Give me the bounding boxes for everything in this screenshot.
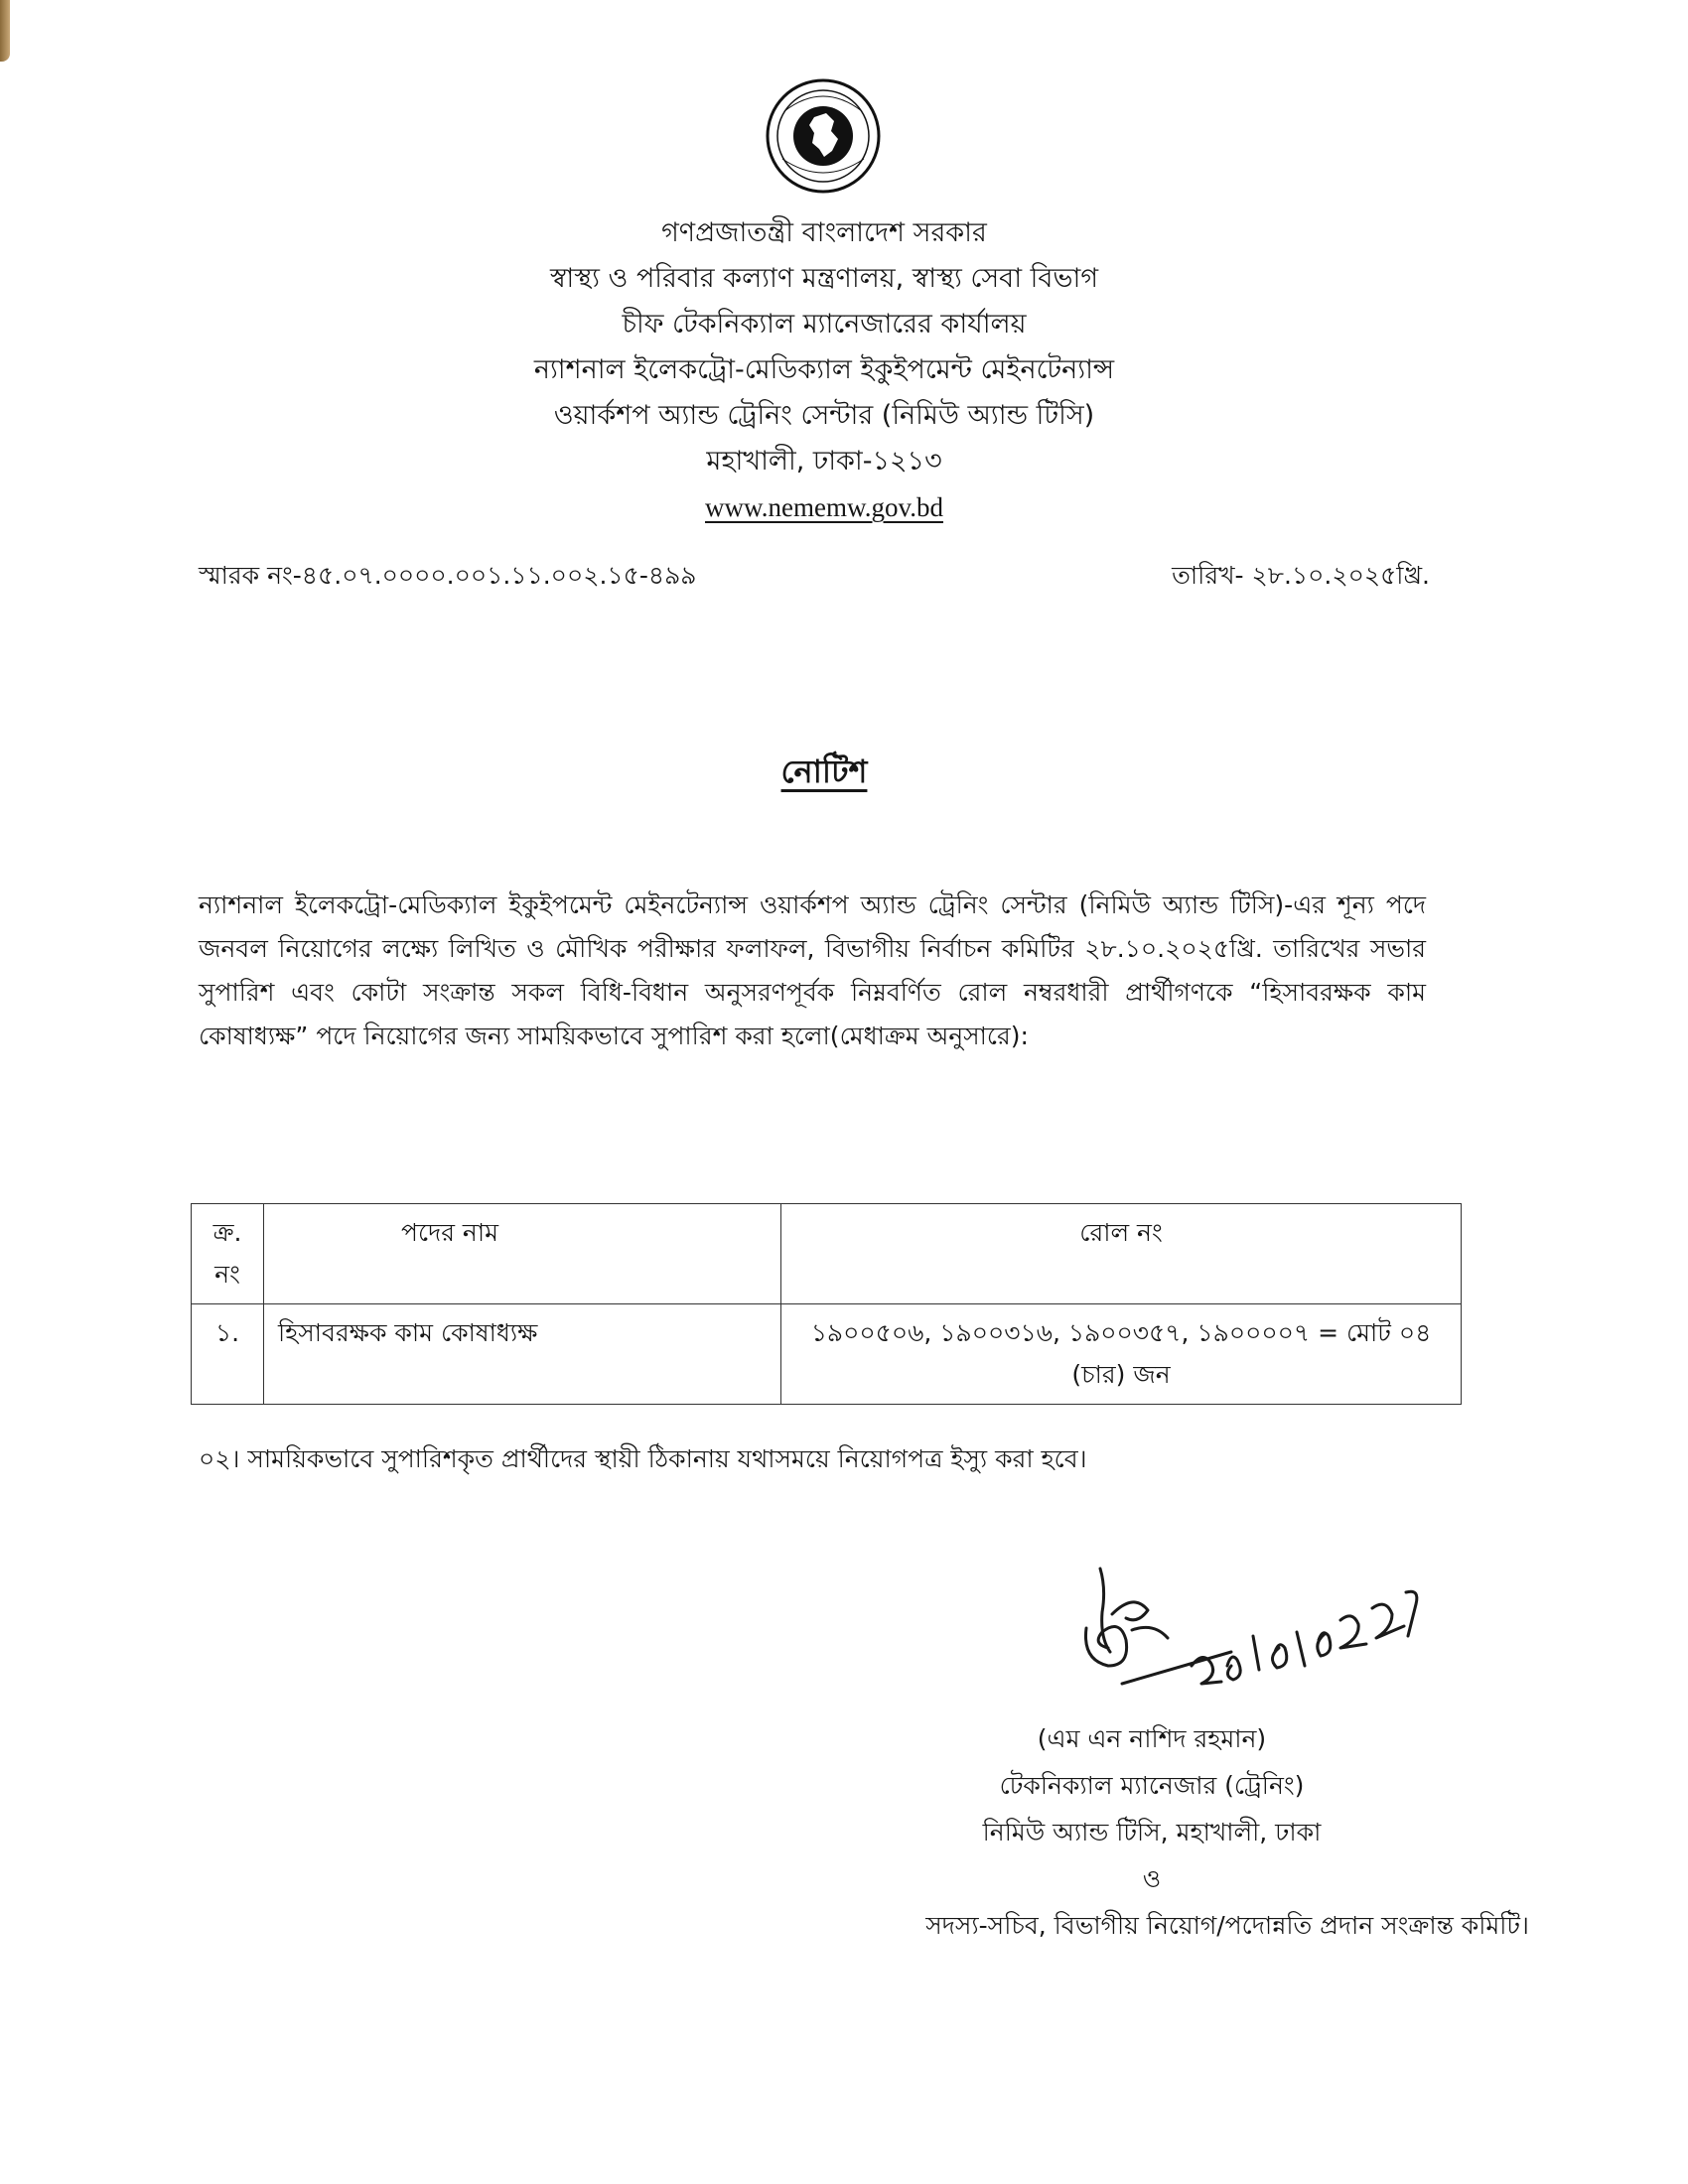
signatory-name: (এম এন নাশিদ রহমান) [1037, 1724, 1267, 1753]
organization-name-line2: ওয়ার্কশপ অ্যান্ড ট্রেনিং সেন্টার (নিমিউ অ্যান্ড টিসি) [553, 400, 1095, 431]
website-link[interactable]: www.nememw.gov.bd [705, 492, 943, 522]
notice-body: ন্যাশনাল ইলেকট্রো-মেডিক্যাল ইকুইপমেন্ট মেইনটেন্যান্স ওয়ার্কশপ অ্যান্ড ট্রেনিং সেন্টার (নিমিউ অ্যান্ড টিসি)-এর শূন্য পদে জনবল নিয়োগের লক্ষ্যে লিখিত ও মৌখিক পরীক্ষার ফলাফল, বিভাগীয় নির্বাচন কমিটির ২৮.১০.২০২৫খ্রি. তারিখের সভার সুপারিশ এবং কোটা সংক্রান্ত সকল বিধি-বিধান অনুসরণপূর্বক নিম্নবর্ণিত রোল নম্বরধারী প্রার্থীগণকে “হিসাবরক্ষক কাম কোষাধ্যক্ষ” পদে নিয়োগের জন্য সাময়িকভাবে সুপারিশ করা হলো(মেধাক্রম অনুসারে): [199, 890, 1426, 1050]
office-name: চীফ টেকনিক্যাল ম্যানেজারের কার্যালয় [622, 309, 1027, 340]
signatory-block [774, 1715, 1529, 1949]
government-seal-logo [765, 77, 882, 195]
memo-number: স্মারক নং-৪৫.০৭.০০০০.০০১.১১.০০২.১৫-৪৯৯ [199, 561, 697, 590]
ministry-name: স্বাস্থ্য ও পরিবার কল্যাণ মন্ত্রণালয়, স্বাস্থ্য সেবা বিভাগ [549, 263, 1099, 294]
paragraph-two: ০২। সাময়িকভাবে সুপারিশকৃত প্রার্থীদের স্থায়ী ঠিকানায় যথাসময়ে নিয়োগপত্র ইস্যু করা হবে। [199, 1444, 1087, 1473]
signatory-office: নিমিউ অ্যান্ড টিসি, মহাখালী, ঢাকা [982, 1818, 1322, 1846]
signatory-designation: টেকনিক্যাল ম্যানেজার (ট্রেনিং) [999, 1771, 1305, 1800]
handwritten-signature [1072, 1549, 1430, 1707]
signatory-conjunction: ও [1142, 1864, 1162, 1893]
memo-date: তারিখ- ২৮.১০.২০২৫খ্রি. [1172, 561, 1430, 590]
signatory-committee-role: সদস্য-সচিব, বিভাগীয় নিয়োগ/পদোন্নতি প্রদান সংক্রান্ত কমিটি। [925, 1911, 1529, 1940]
row-post-name: হিসাবরক্ষক কাম কোষাধ্যক্ষ [264, 1304, 781, 1405]
table-row [192, 1304, 1462, 1405]
header-roll-number: রোল নং [781, 1204, 1462, 1304]
letterhead [0, 210, 1648, 531]
recommendation-table [191, 1203, 1462, 1405]
table-header-row [192, 1204, 1462, 1304]
office-address: মহাখালী, ঢাকা-১২১৩ [706, 446, 942, 477]
government-name: গণপ্রজাতন্ত্রী বাংলাদেশ সরকার [661, 217, 987, 248]
notice-title [0, 747, 1648, 800]
notice-title-text: নোটিশ [780, 752, 868, 790]
scan-corner-mark [0, 0, 10, 62]
organization-name-line1: ন্যাশনাল ইলেকট্রো-মেডিক্যাল ইকুইপমেন্ট মেইনটেন্যান্স [533, 354, 1115, 385]
header-post-name: পদের নাম [264, 1204, 781, 1304]
row-serial: ১. [192, 1304, 264, 1405]
header-serial: ক্র. নং [192, 1204, 264, 1304]
row-roll-numbers: ১৯০০৫০৬, ১৯০০৩১৬, ১৯০০৩৫৭, ১৯০০০০৭ = মোট ০৪ (চার) জন [781, 1304, 1462, 1405]
